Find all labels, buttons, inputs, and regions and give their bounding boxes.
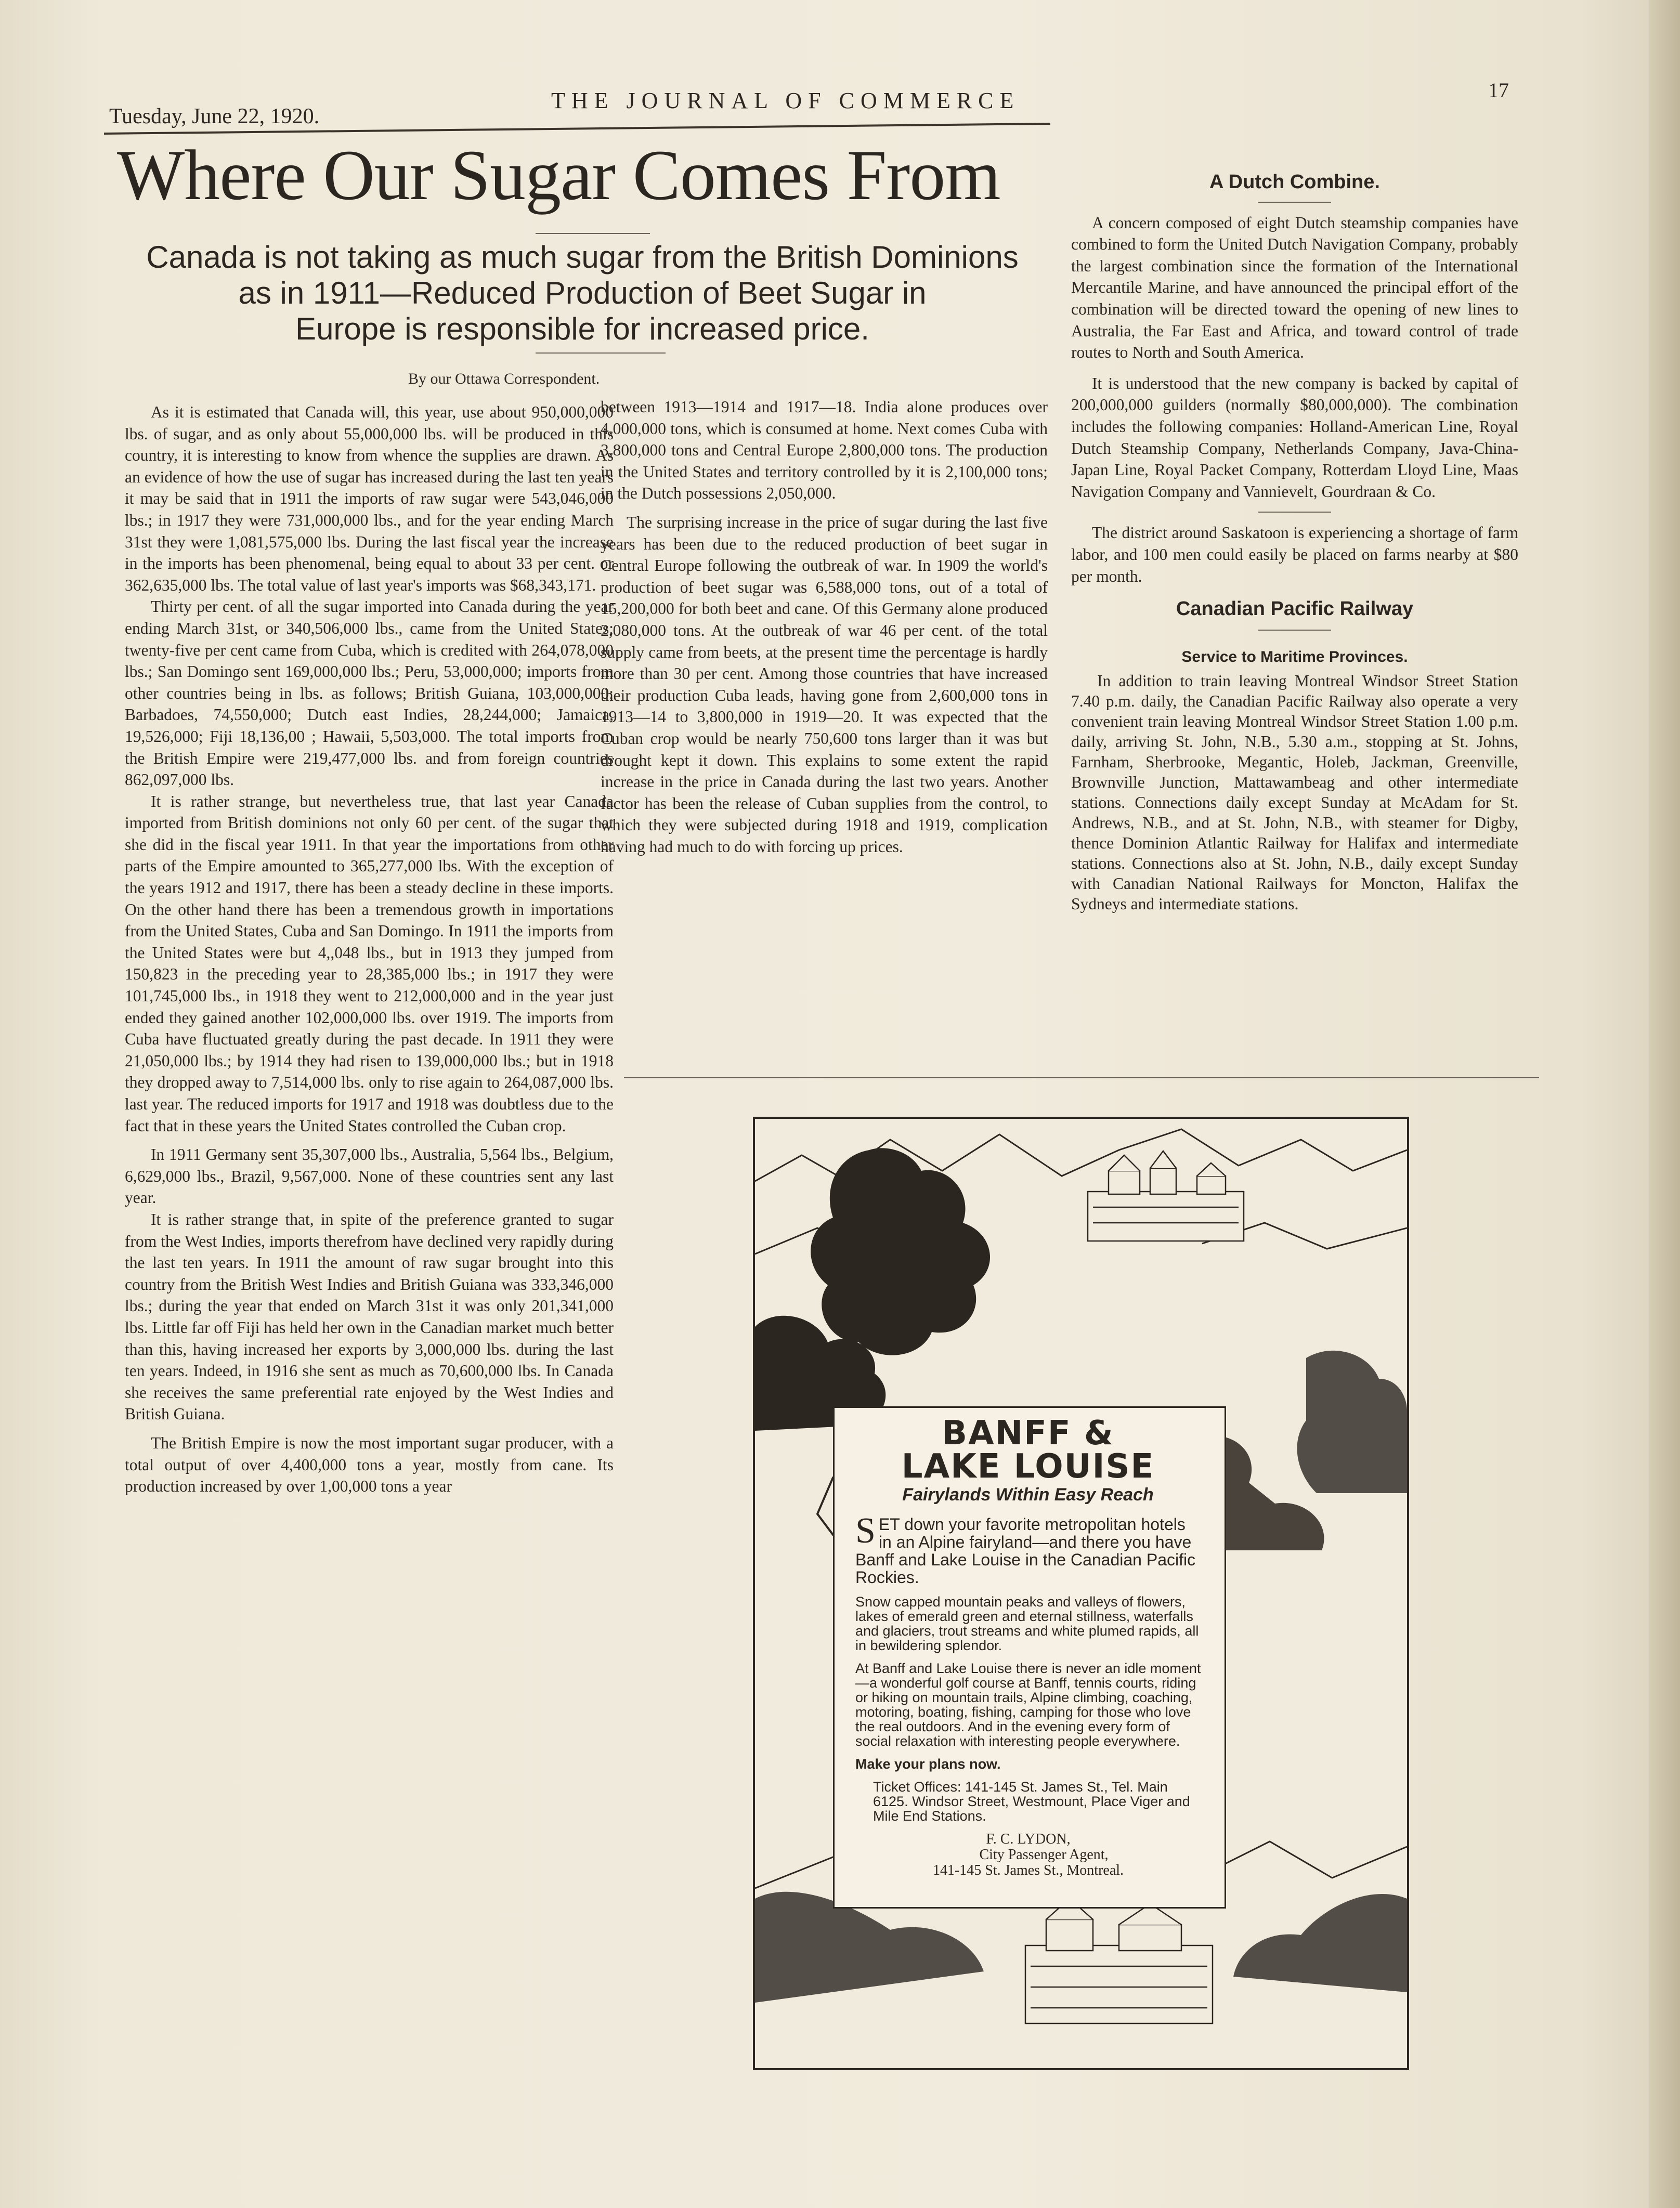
header-journal-title: THE JOURNAL OF COMMERCE [551,88,1020,113]
article-column-2 [601,396,1048,857]
ad-body [855,1511,1201,1878]
dutch-combine-rule [1258,202,1331,203]
article-headline: Where Our Sugar Comes From [117,135,1000,215]
ad-lead-text: ET down your favorite metropolitan hotels in an Alpine fairyland—and there you have Banff and Lake Louise in the Canadian Pacific Rockies. [855,1515,1196,1587]
dutch-combine-paragraph: A concern composed of eight Dutch steamship companies have combined to form the United Dutch Navigation Company, probably the largest combination since the formation of the International Mercantile Marine, and have announced the principal effort of the combination will be directed toward the opening of new lines to Australia, the Far East and Africa, and toward control of trade routes to North and South America. [1071,213,1518,362]
cpr-rule [1258,630,1331,631]
saskatoon-note: The district around Saskatoon is experiencing a shortage of farm labor, and 100 men could easily be placed on farms nearby at $80 per month. [1071,524,1518,585]
paragraph: As it is estimated that Canada will, this year, use about 950,000,000 lbs. of sugar, and as only about 55,000,000 lbs. will be produced in this country, it is interesting to know from whence the supplies are drawn. As an evidence of how the use of sugar has increased during the last ten years it may be said that in 1911 the imports of raw sugar were 543,046,000 lbs.; in 1917 they were 731,000,000 lbs., and for the year ending March 31st they were 1,081,575,000 lbs. During the last fiscal year the increase in the imports has been phenomenal, being equal to about 33 per cent. or 362,635,000 lbs. The total value of last year's imports was $68,343,171. [125,403,614,594]
paragraph: The surprising increase in the price of sugar during the last five years has been due to the reduced production of beet sugar in Central Europe following the outbreak of war. In 1909 the world's production of beet sugar was 6,588,000 tons, out of a total of 15,200,000 for both beet and cane. Of this Germany alone produced 2,080,000 tons. At the outbreak of war 46 per cent. of the total supply came from beets, at the present time the percentage is hardly more than 30 per cent. Among those countries that have increased their production Cuba leads, having gone from 2,600,000 tons in 1913—14 to 3,800,000 in 1919—20. It was expected that the Cuban crop would be nearly 750,600 tons larger than it was but drought kept it down. This explains to some extent the rapid increase in the price in Canada during the last two years. Another factor has been the release of Cuban supplies from the control, to which they were subjected during 1918 and 1919, complication having had much to do with forcing up prices. [601,513,1048,856]
subhead-line: as in 1911—Reduced Production of Beet Sugar in [238,276,927,310]
side-column [1071,172,1518,923]
cpr-title: Canadian Pacific Railway [1176,598,1414,620]
ad-sign-title: City Passenger Agent, [979,1847,1109,1863]
article-byline: By our Ottawa Correspondent. [408,370,600,387]
paragraph: The British Empire is now the most important sugar producer, with a total output of over 4,400,000 tons a year, mostly from cane. Its production increased by over 1,00,000 tons a year [125,1433,614,1496]
subhead-line: Canada is not taking as much sugar from the British Dominions [146,240,1019,275]
section-rule [624,1077,1539,1078]
ad-dropcap: S [855,1511,876,1551]
ad-title [833,1414,1223,1486]
ad-lead-paragraph [855,1511,1201,1587]
cpr-body: In addition to train leaving Montreal Windsor Street Station 7.40 p.m. daily, the Canadian Pacific Railway also operate a very convenient train leaving Montreal Windsor Street Station 1.00 p.m. daily, arriving St. John, N.B., 5.30 a.m., stopping at St. Johns, Farnham, Sherbrooke, Megantic, Holeb, Jackman, Greenville, Brownville Junction, Mattawambeag and other intermediate stations. Connections daily except Sunday at McAdam for St. Andrews, N.B., and at St. John, N.B., with steamer for Digby, thence Dominion Atlantic Railway for Halifax and intermediate stations. Connections also at St. John, N.B., daily except Sunday with Canadian National Railways for Moncton, Halifax the Sydneys and intermediate stations. [1071,672,1518,913]
headline-rule [536,233,650,234]
paragraph: It is rather strange that, in spite of the preference granted to sugar from the West Indies, imports therefrom have declined very rapidly during the last ten years. In 1911 the amount of raw sugar brought into this country from the British West Indies and British Guiana was 333,346,000 lbs.; during the year that ended on March 31st it was only 201,341,000 lbs. Little far off Fiji has held her own in the Canadian market much better than this, having increased her exports by 3,000,000 lbs. during the last ten years. Indeed, in 1916 she sent as much as 70,600,000 lbs. In Canada she receives the same preferential rate enjoyed by the West Indies and British Guiana. [125,1210,614,1423]
ad-paragraph: Snow capped mountain peaks and valleys of flowers, lakes of emerald green and eternal stillness, waterfalls and glaciers, trout streams and white plumed rapids, all in bewildering splendor. [855,1594,1199,1653]
ad-paragraph: At Banff and Lake Louise there is never an idle moment—a wonderful golf course at Banff, tennis courts, riding or hiking on mountain trails, Alpine climbing, coaching, motoring, boating, fishing, camping for those who love the real outdoors. And in the evening every form of social relaxation with interesting people everywhere. [855,1661,1201,1749]
ad-title-line: LAKE LOUISE [901,1447,1155,1486]
ad-signature [855,1832,1201,1878]
section-divider [1258,512,1331,513]
ad-sign-address: 141-145 St. James St., Montreal. [932,1862,1124,1878]
ad-ticket-offices: Ticket Offices: 141-145 St. James St., Tel. Main 6125. Windsor Street, Westmount, Place Viger and Mile End Stations. [873,1779,1190,1824]
page-binding-edge [1649,0,1680,2208]
article-column-1 [125,401,614,1497]
ad-title-line: BANFF & [942,1414,1114,1453]
paragraph: between 1913—1914 and 1917—18. India alone produces over 4,000,000 tons, which is consumed at home. Next comes Cuba with 3,800,000 tons and Central Europe 2,800,000 tons. The production in the United States and territory controlled by it is 2,100,000 tons; in the Dutch possessions 2,050,000. [601,398,1048,503]
cpr-subtitle: Service to Maritime Provinces. [1181,648,1408,665]
subhead-line: Europe is responsible for increased price. [295,311,869,346]
paragraph: Thirty per cent. of all the sugar imported into Canada during the year ending March 31st, or 340,506,000 lbs., came from the United States; twenty-five per cent came from Cuba, which is credited with 264,078,000 lbs.; San Domingo sent 169,000,000 lbs.; Peru, 53,000,000; imports from other countries being in lbs. as follows; British Guiana, 103,000,000; Barbadoes, 74,550,000; Dutch east Indies, 28,244,000; Jamaica, 19,526,000; Fiji 18,136,00 ; Hawaii, 5,503,000. The total imports from the British Empire were 219,477,000 lbs. and from foreign countries 862,097,000 lbs. [125,597,614,789]
ad-call-to-action: Make your plans now. [855,1756,1001,1772]
page-number: 17 [1488,79,1509,102]
article-subhead [140,239,1024,347]
subhead-rule [536,352,666,354]
paragraph: It is rather strange, but nevertheless true, that last year Canada imported from British dominions not only 60 per cent. of the sugar that she did in the fiscal year 1911. In that year the importations from other parts of the Empire amounted to 365,277,000 lbs. With the exception of the years 1912 and 1917, there has been a steady decline in these imports. On the other hand there has been a tremendous growth in importations from the United States, Cuba and San Domingo. In 1911 the imports from the United States were but 4,,048 lbs., but in 1913 they jumped from 150,823 in the preceding year to 28,385,000 lbs.; in 1917 they were 101,745,000 lbs., in 1918 they went to 212,000,000 and in the year just ended they gained another 102,000,000 lbs. over 1919. The imports from Cuba have fluctuated greatly during the past decade. In 1911 they were 21,050,000 lbs.; by 1914 they had risen to 139,000,000 lbs.; but in 1918 they dropped away to 7,514,000 lbs. only to rise again to 264,087,000 lbs. last year. The reduced imports for 1917 and 1918 was doubtless due to the fact that in these years the United States controlled the Cuban crop. [125,792,614,1135]
dutch-combine-title: A Dutch Combine. [1209,171,1380,193]
ad-tagline: Fairylands Within Easy Reach [902,1485,1154,1505]
dutch-combine-paragraph: It is understood that the new company is backed by capital of 200,000,000 guilders (normally $80,000,000). The combination includes the following companies: Holland-American Line, Royal Dutch Steamship Company, Netherlands Company, Java-China-Japan Line, Royal Packet Company, Rotterdam Lloyd Line, Maas Navigation Company and Vannievelt, Gourdraan & Co. [1071,374,1518,501]
ad-sign-name: F. C. LYDON, [986,1831,1071,1847]
paragraph: In 1911 Germany sent 35,307,000 lbs., Australia, 5,564 lbs., Belgium, 6,629,000 lbs., Brazil, 9,567,000. None of these countries sent any last year. [125,1145,614,1207]
header-date: Tuesday, June 22, 1920. [109,104,320,128]
